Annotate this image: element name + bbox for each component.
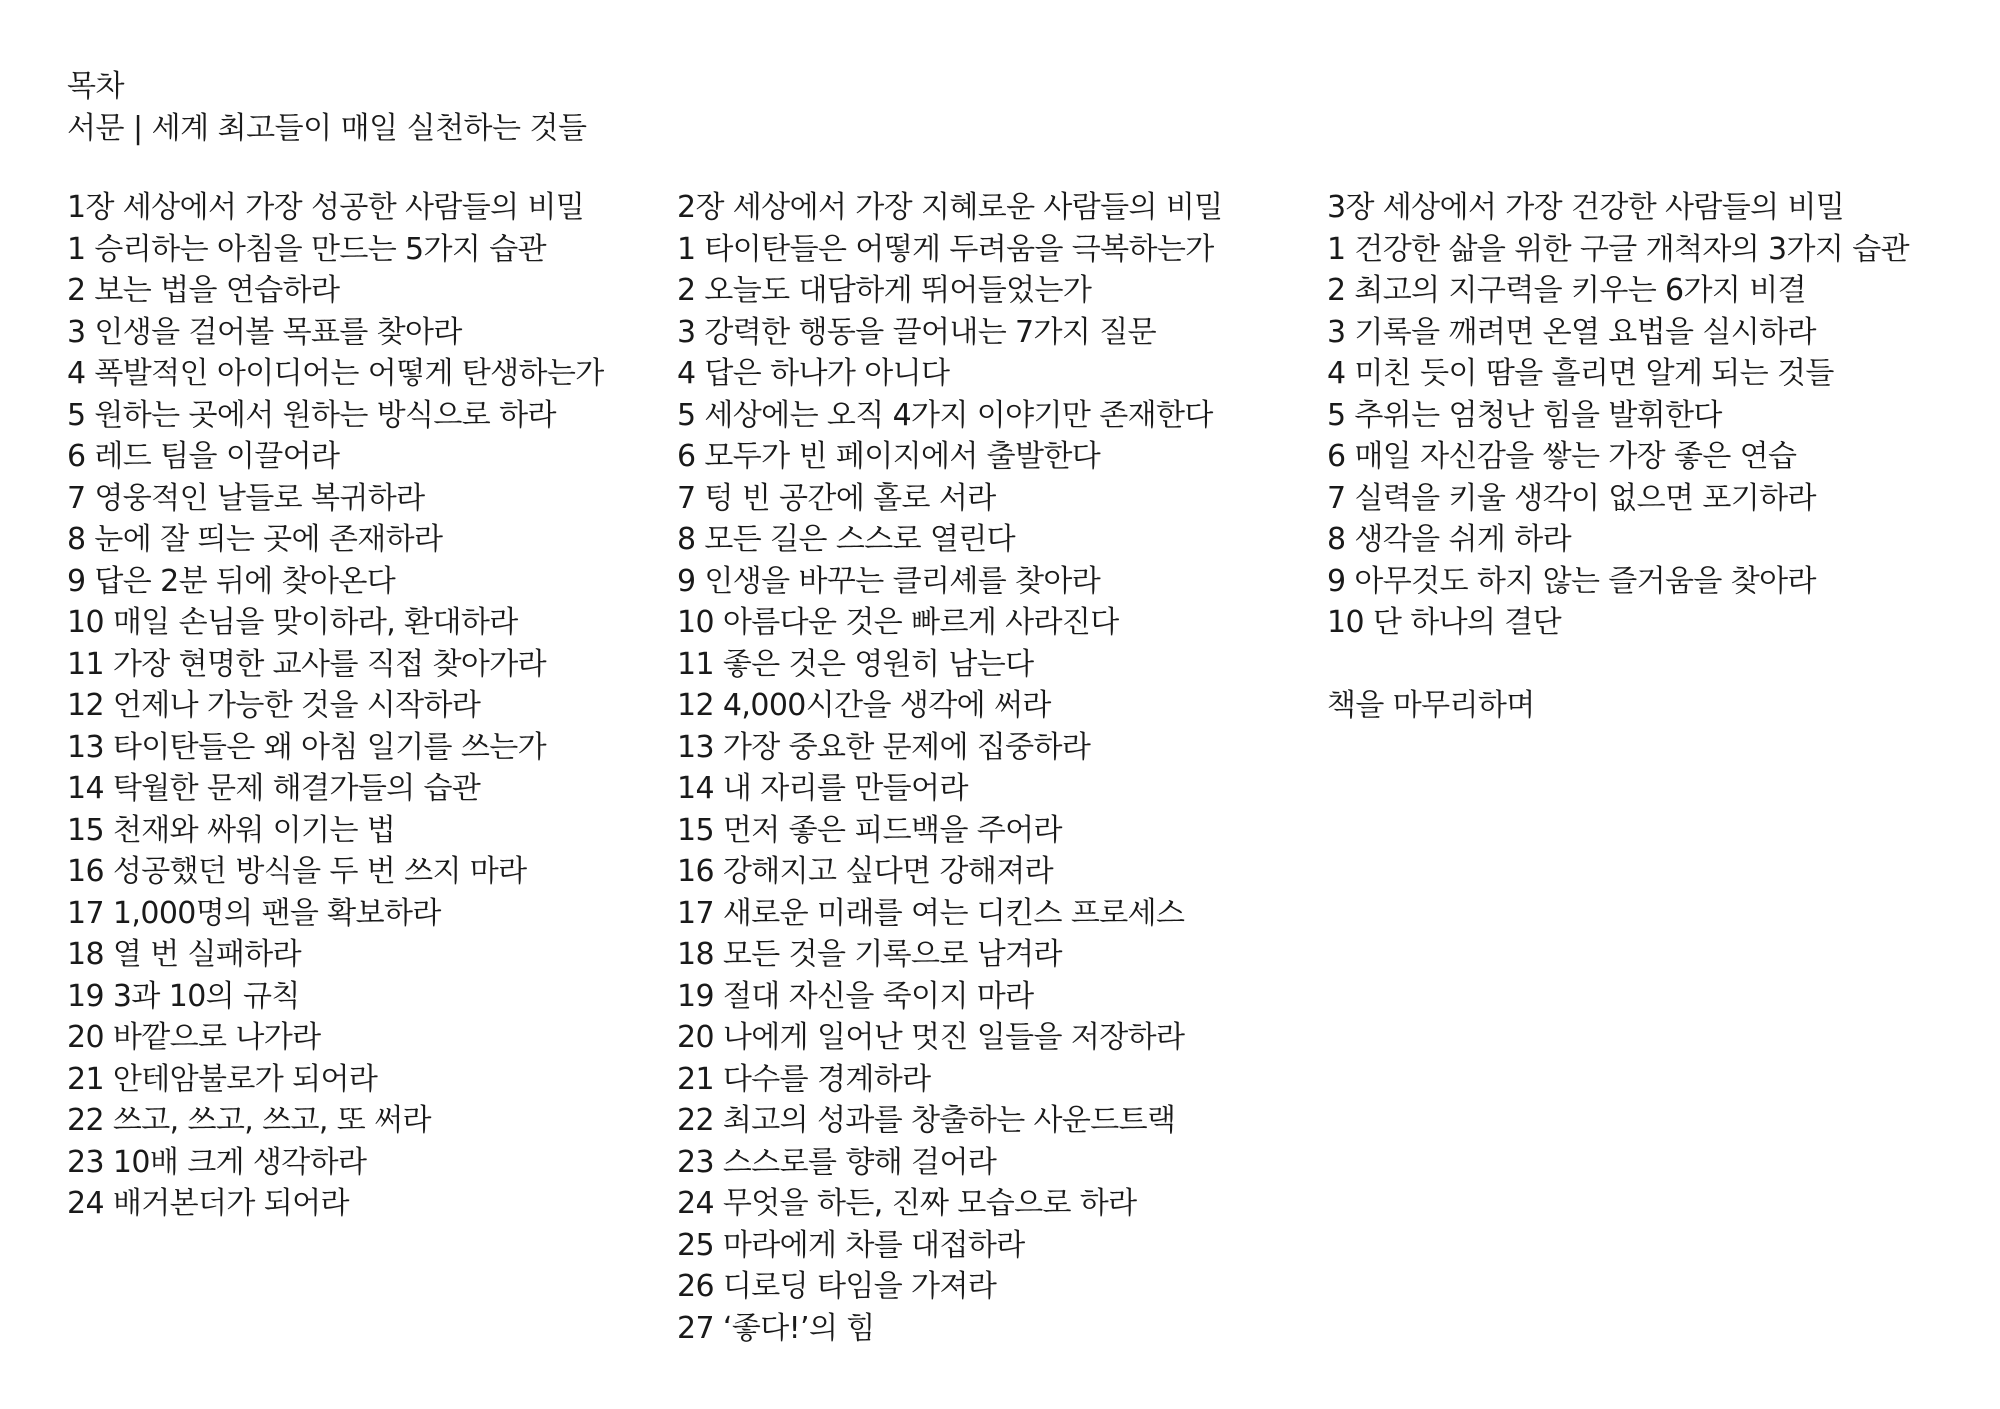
toc-entry: 6 모두가 빈 페이지에서 출발한다 xyxy=(677,439,1101,474)
toc-entry: 8 생각을 쉬게 하라 xyxy=(1327,522,1571,557)
toc-entry: 7 텅 빈 공간에 홀로 서라 xyxy=(677,480,996,516)
toc-entry: 9 아무것도 하지 않는 즐거움을 찾아라 xyxy=(1327,563,1816,599)
toc-entry: 14 탁월한 문제 해결가들의 습관 xyxy=(67,771,481,806)
toc-entry: 13 가장 중요한 문제에 집중하라 xyxy=(677,729,1091,765)
toc-entry: 24 배거본더가 되어라 xyxy=(67,1186,349,1221)
toc-entry: 15 먼저 좋은 피드백을 주어라 xyxy=(677,812,1062,848)
toc-entry: 1 승리하는 아침을 만드는 5가지 습관 xyxy=(67,231,546,267)
toc-entry: 11 가장 현명한 교사를 직접 찾아가라 xyxy=(67,646,546,682)
toc-entry: 13 타이탄들은 왜 아침 일기를 쓰는가 xyxy=(67,729,546,765)
spacer xyxy=(1327,644,1909,686)
toc-entry: 7 영웅적인 날들로 복귀하라 xyxy=(67,480,425,516)
chapter-heading: 2장 세상에서 가장 지혜로운 사람들의 비밀 xyxy=(677,190,1223,225)
toc-entry: 21 안테암불로가 되어라 xyxy=(67,1061,378,1097)
toc-entry: 1 타이탄들은 어떻게 두려움을 극복하는가 xyxy=(677,231,1214,267)
toc-entry: 9 인생을 바꾸는 클리셰를 찾아라 xyxy=(677,563,1101,599)
toc-entry: 2 오늘도 대담하게 뛰어들었는가 xyxy=(677,273,1092,308)
toc-entry: 17 1,000명의 팬을 확보하라 xyxy=(67,895,441,931)
toc-entry: 19 3과 10의 규칙 xyxy=(67,978,300,1014)
toc-entry: 18 모든 것을 기록으로 남겨라 xyxy=(677,937,1062,972)
toc-entry: 16 강해지고 싶다면 강해져라 xyxy=(677,854,1053,889)
toc-entry: 5 세상에는 오직 4가지 이야기만 존재한다 xyxy=(677,397,1213,433)
toc-entry: 15 천재와 싸워 이기는 법 xyxy=(67,812,396,848)
toc-entry: 22 최고의 성과를 창출하는 사운드트랙 xyxy=(677,1103,1176,1138)
toc-header xyxy=(67,66,587,150)
toc-entry: 3 강력한 행동을 끌어내는 7가지 질문 xyxy=(677,314,1156,350)
toc-entry: 26 디로딩 타임을 가져라 xyxy=(677,1269,997,1304)
toc-entry: 4 미친 듯이 땀을 흘리면 알게 되는 것들 xyxy=(1327,356,1834,391)
toc-entry: 16 성공했던 방식을 두 번 쓰지 마라 xyxy=(67,854,527,889)
toc-entry: 5 원하는 곳에서 원하는 방식으로 하라 xyxy=(67,397,556,433)
toc-entry: 11 좋은 것은 영원히 남는다 xyxy=(677,646,1034,682)
toc-title: 목차 xyxy=(67,69,124,104)
toc-entry: 8 눈에 잘 띄는 곳에 존재하라 xyxy=(67,522,443,557)
toc-entry: 22 쓰고, 쓰고, 쓰고, 또 써라 xyxy=(67,1103,431,1138)
toc-entry: 25 마라에게 차를 대접하라 xyxy=(677,1227,1025,1263)
toc-entry: 10 매일 손님을 맞이하라, 환대하라 xyxy=(67,605,518,640)
preface-entry: 서문 | 세계 최고들이 매일 실천하는 것들 xyxy=(67,111,587,146)
toc-entry: 3 인생을 걸어볼 목표를 찾아라 xyxy=(67,314,462,350)
toc-entry: 2 최고의 지구력을 키우는 6가지 비결 xyxy=(1327,273,1806,308)
chapter-1-column xyxy=(67,187,604,1225)
toc-entry: 12 언제나 가능한 것을 시작하라 xyxy=(67,688,481,723)
toc-entry: 3 기록을 깨려면 온열 요법을 실시하라 xyxy=(1327,314,1816,350)
toc-entry: 1 건강한 삶을 위한 구글 개척자의 3가지 습관 xyxy=(1327,231,1909,267)
toc-entry: 14 내 자리를 만들어라 xyxy=(677,771,968,806)
toc-entry: 4 폭발적인 아이디어는 어떻게 탄생하는가 xyxy=(67,356,604,391)
toc-entry: 8 모든 길은 스스로 열린다 xyxy=(677,522,1016,557)
toc-entry: 18 열 번 실패하라 xyxy=(67,937,302,972)
chapter-2-column xyxy=(677,187,1223,1349)
toc-entry: 5 추위는 엄청난 힘을 발휘한다 xyxy=(1327,397,1722,433)
chapter-heading: 1장 세상에서 가장 성공한 사람들의 비밀 xyxy=(67,190,585,225)
chapter-3-column xyxy=(1327,187,1909,727)
toc-entry: 17 새로운 미래를 여는 디킨스 프로세스 xyxy=(677,895,1185,931)
chapter-heading: 3장 세상에서 가장 건강한 사람들의 비밀 xyxy=(1327,190,1845,225)
toc-entry: 12 4,000시간을 생각에 써라 xyxy=(677,688,1051,723)
toc-entry: 27 ‘좋다!’의 힘 xyxy=(677,1310,875,1346)
toc-entry: 23 스스로를 향해 걸어라 xyxy=(677,1144,997,1180)
toc-entry: 21 다수를 경계하라 xyxy=(677,1061,931,1097)
toc-entry: 9 답은 2분 뒤에 찾아온다 xyxy=(67,563,396,599)
toc-entry: 10 단 하나의 결단 xyxy=(1327,605,1562,640)
toc-entry: 6 매일 자신감을 쌓는 가장 좋은 연습 xyxy=(1327,439,1797,474)
toc-entry: 24 무엇을 하든, 진짜 모습으로 하라 xyxy=(677,1186,1137,1221)
toc-entry: 10 아름다운 것은 빠르게 사라진다 xyxy=(677,605,1119,640)
toc-entry: 4 답은 하나가 아니다 xyxy=(677,356,950,391)
toc-entry: 6 레드 팀을 이끌어라 xyxy=(67,439,340,474)
closing-entry: 책을 마무리하며 xyxy=(1327,688,1535,723)
toc-entry: 2 보는 법을 연습하라 xyxy=(67,273,340,308)
toc-entry: 7 실력을 키울 생각이 없으면 포기하라 xyxy=(1327,480,1816,516)
toc-entry: 19 절대 자신을 죽이지 마라 xyxy=(677,978,1034,1014)
toc-entry: 20 나에게 일어난 멋진 일들을 저장하라 xyxy=(677,1020,1185,1055)
toc-entry: 23 10배 크게 생각하라 xyxy=(67,1144,367,1180)
toc-entry: 20 바깥으로 나가라 xyxy=(67,1020,321,1055)
